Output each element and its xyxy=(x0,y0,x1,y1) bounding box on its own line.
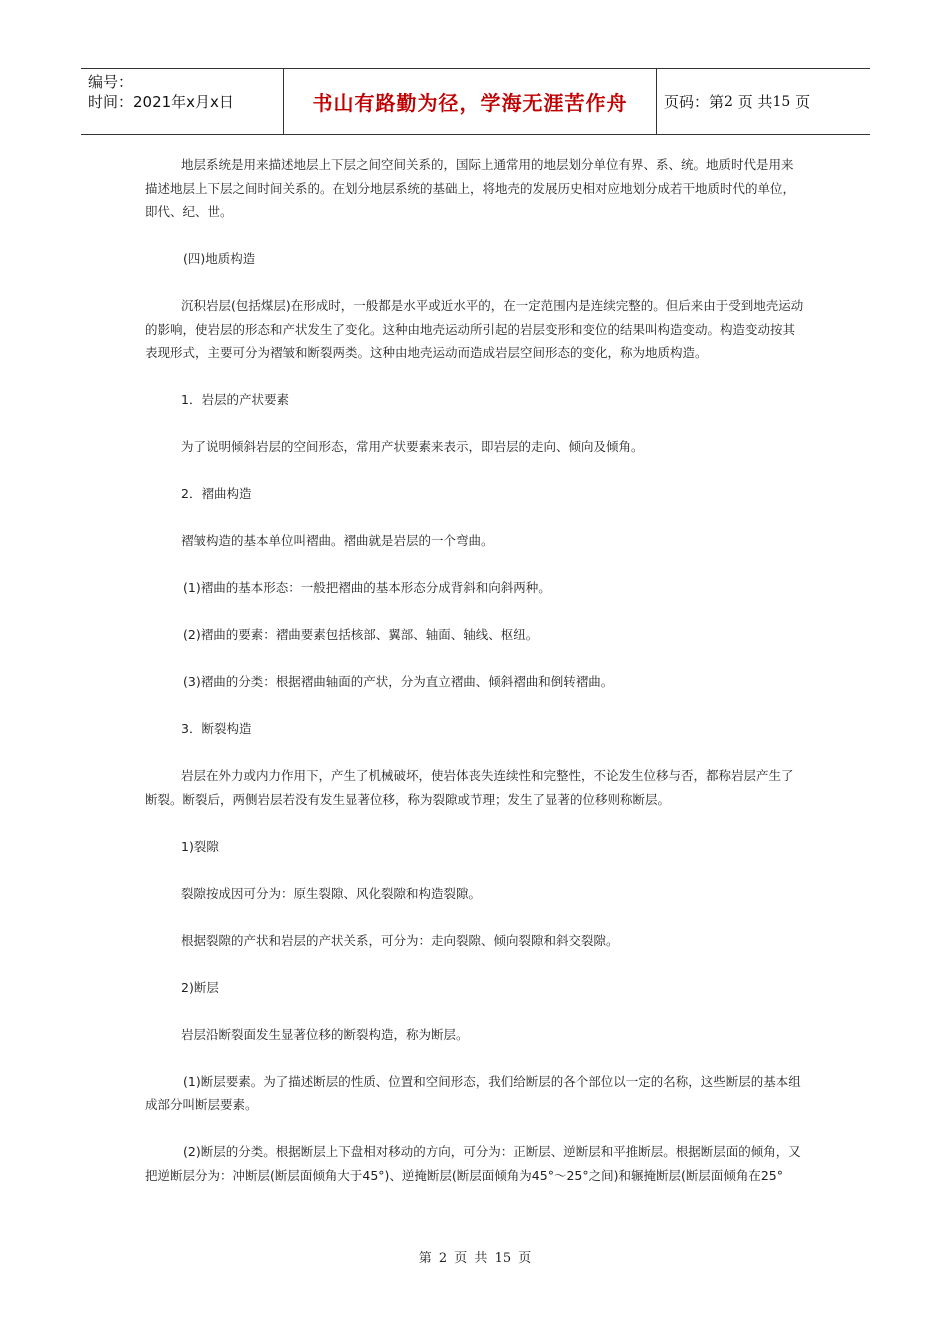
list-item: (2)褶曲的要素：褶曲要素包括核部、翼部、轴面、轴线、枢纽。 xyxy=(183,627,539,642)
footer-page-current: 2 xyxy=(438,1251,448,1266)
document-time-label: 时间：2021年x月x日 xyxy=(88,93,234,111)
subsection-heading: 1)裂隙 xyxy=(181,838,219,854)
header-page-suffix: 页 xyxy=(795,93,811,111)
paragraph: 沉积岩层(包括煤层)在形成时，一般都是水平或近水平的，在一定范围内是连续完整的。但后来由于受到地壳运动的影响，使岩层的形态和产状发生了变化。这种由地壳运动所引起的岩层变形和变位的结果叫构造变动。构造变动按其表现形式，主要可分为褶皱和断裂两类。这种由地壳运动而造成岩层空间形态的变化，称为地质构造。 xyxy=(145,298,804,360)
page-footer xyxy=(0,1247,950,1266)
list-item: (1)褶曲的基本形态：一般把褶曲的基本形态分成背斜和向斜两种。 xyxy=(183,580,551,595)
footer-page-mid: 页 共 xyxy=(454,1251,488,1266)
header-page-indicator xyxy=(657,69,870,134)
header-motto: 书山有路勤为径，学海无涯苦作舟 xyxy=(283,69,657,134)
paragraph: 褶皱构造的基本单位叫褶曲。褶曲就是岩层的一个弯曲。 xyxy=(181,533,494,548)
paragraph: 根据裂隙的产状和岩层的产状关系，可分为：走向裂隙、倾向裂隙和斜交裂隙。 xyxy=(181,932,619,948)
footer-page-suffix: 页 xyxy=(518,1251,532,1266)
paragraph: 岩层在外力或内力作用下，产生了机械破坏，使岩体丧失连续性和完整性，不论发生位移与否，都称岩层产生了断裂。断裂后，两侧岩层若没有发生显著位移，称为裂隙或节理；发生了显著的位移则称断层。 xyxy=(145,768,794,807)
subsection-heading: 2)断层 xyxy=(181,979,219,995)
page-header xyxy=(81,68,870,135)
paragraph: 裂隙按成因可分为：原生裂隙、风化裂隙和构造裂隙。 xyxy=(181,885,482,901)
paragraph: 地层系统是用来描述地层上下层之间空间关系的，国际上通常用的地层划分单位有界、系、统。地质时代是用来描述地层上下层之间时间关系的。在划分地层系统的基础上，将地壳的发展历史相对应地划分成若干地质时代的单位，即代、纪、世。 xyxy=(145,157,796,219)
section-heading: (四)地质构造 xyxy=(183,251,256,266)
header-info xyxy=(81,69,283,134)
list-item: (1)断层要素。为了描述断层的性质、位置和空间形态，我们给断层的各个部位以一定的名称，这些断层的基本组成部分叫断层要素。 xyxy=(145,1073,801,1112)
header-page-total: 15 xyxy=(772,93,791,110)
subsection-heading: 2．褶曲构造 xyxy=(181,486,252,501)
list-item: (2)断层的分类。根据断层上下盘相对移动的方向，可分为：正断层、逆断层和平推断层。根据断层面的倾角，又把逆断层分为：冲断层(断层面倾角大于45°)、逆掩断层(断层面倾角为45°～25°之间)和辗掩断层(断层面倾角在25° xyxy=(145,1144,801,1183)
paragraph: 岩层沿断裂面发生显著位移的断裂构造，称为断层。 xyxy=(181,1026,469,1042)
document-number-label: 编号： xyxy=(88,73,134,91)
paragraph: 为了说明倾斜岩层的空间形态，常用产状要素来表示，即岩层的走向、倾向及倾角。 xyxy=(181,439,644,454)
header-page-prefix: 页码：第 xyxy=(664,93,725,111)
header-page-current: 2 xyxy=(724,93,733,110)
subsection-heading: 1．岩层的产状要素 xyxy=(181,392,289,407)
subsection-heading: 3．断裂构造 xyxy=(181,721,252,736)
footer-page-prefix: 第 xyxy=(418,1251,432,1266)
footer-page-total: 15 xyxy=(494,1251,512,1266)
list-item: (3)褶曲的分类：根据褶曲轴面的产状，分为直立褶曲、倾斜褶曲和倒转褶曲。 xyxy=(183,674,614,689)
document-body xyxy=(145,153,805,1211)
header-page-mid: 页 共 xyxy=(737,93,773,111)
